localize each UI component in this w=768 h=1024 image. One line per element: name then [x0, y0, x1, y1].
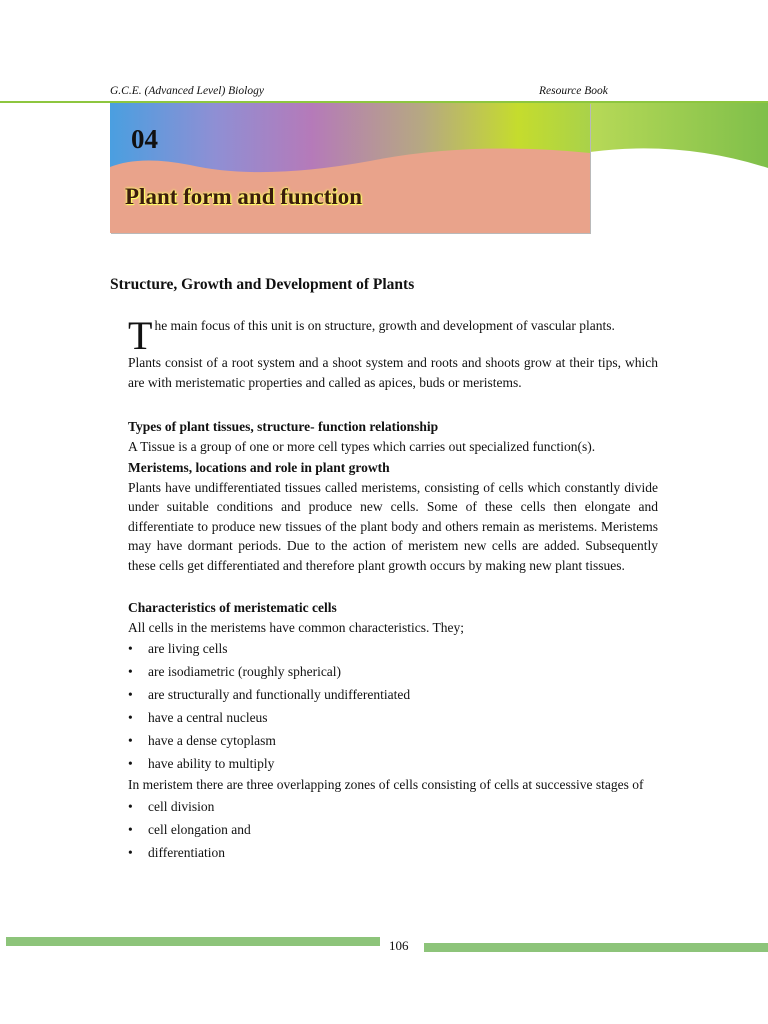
running-header-right: Resource Book	[539, 85, 608, 97]
list-item: • are isodiametric (roughly spherical)	[128, 660, 658, 683]
intro-second-paragraph: Plants consist of a root system and a shoot system and roots and shoots grow at their tips, which are with meristematic properties and called as apices, buds or meristems.	[128, 355, 658, 390]
running-header-left: G.C.E. (Advanced Level) Biology	[110, 85, 264, 97]
tissues-text: A Tissue is a group of one or more cell types which carries out specialized function(s).	[128, 438, 596, 454]
banner-gradient	[110, 103, 590, 233]
list-item: • cell elongation and	[128, 818, 658, 841]
zones-list	[128, 795, 658, 864]
body-content	[128, 313, 658, 864]
zones-text: In meristem there are three overlapping zones of cells consisting of cells at successive stages of	[128, 777, 644, 792]
list-item: • have a central nucleus	[128, 706, 658, 729]
list-item: • have ability to multiply	[128, 752, 658, 775]
characteristics-list	[128, 637, 658, 775]
list-item: • are living cells	[128, 637, 658, 660]
footer-bar-right	[424, 943, 768, 952]
chapter-number: 04	[131, 124, 158, 154]
characteristics-intro: All cells in the meristems have common characteristics. They;	[128, 619, 465, 635]
tissues-heading: Types of plant tissues, structure- function relationship	[128, 419, 439, 434]
characteristics-heading: Characteristics of meristematic cells	[128, 600, 337, 615]
page-number: 106	[389, 938, 409, 953]
section-heading: Structure, Growth and Development of Plants	[110, 276, 415, 293]
meristems-text: Plants have undifferentiated tissues called meristems, consisting of cells which constantly divide under suitable conditions and produce new cells. Some of these cells then elongate and differentiate to produce new tissues of the plant body and others remain as meristems. Meristems may have dormant periods. Due to the action of meristem new cells are added. Subsequently these cells get differentiated and therefore plant growth occurs by making new plant tissues.	[128, 479, 658, 573]
footer-bar-left	[6, 937, 380, 946]
intro-paragraph	[128, 313, 658, 358]
chapter-banner	[110, 103, 590, 233]
chapter-title: Plant form and function	[125, 184, 363, 209]
dropcap: T	[128, 313, 153, 358]
list-item: • differentiation	[128, 841, 658, 864]
list-item: • have a dense cytoplasm	[128, 729, 658, 752]
list-item: • cell division	[128, 795, 658, 818]
intro-first-text: he main focus of this unit is on structure, growth and development of vascular plants.	[154, 318, 615, 333]
meristems-heading: Meristems, locations and role in plant growth	[128, 460, 390, 475]
list-item: • are structurally and functionally undifferentiated	[128, 683, 658, 706]
